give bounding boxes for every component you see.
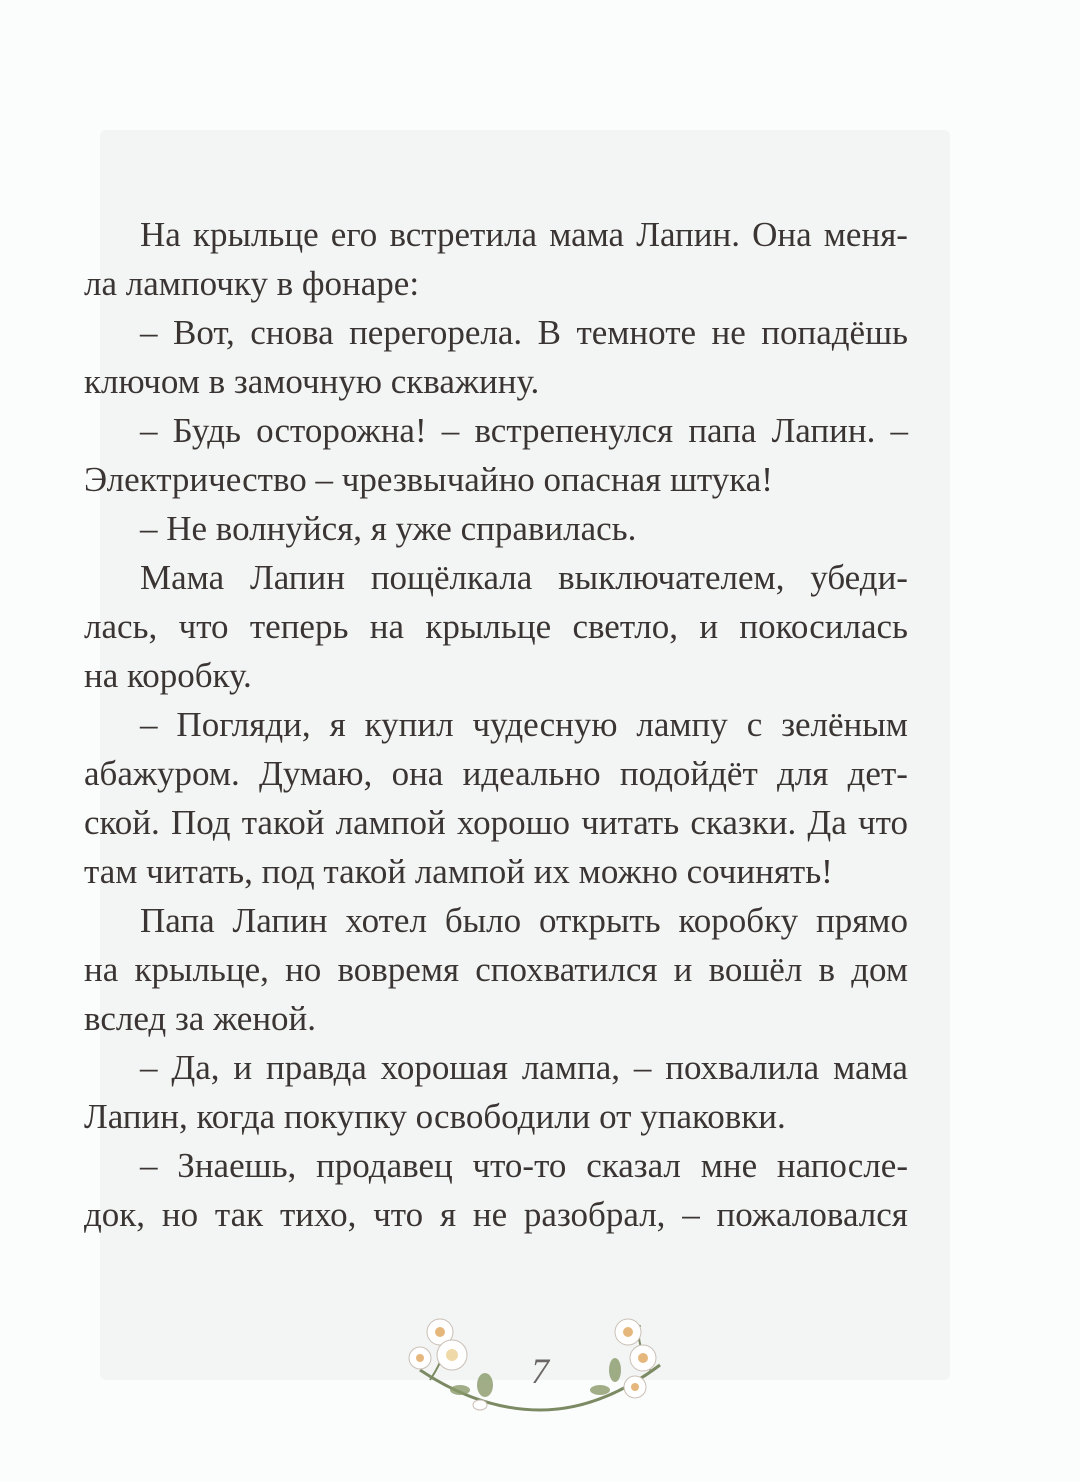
word: такой [241, 803, 325, 842]
word: продавец [316, 1146, 453, 1185]
word: перегорела. [349, 313, 523, 352]
word: что [178, 607, 229, 646]
text-line [84, 357, 908, 406]
word: разобрал, [523, 1195, 666, 1234]
word: на [369, 607, 405, 646]
text-line [84, 406, 908, 455]
word: но [285, 950, 322, 989]
word: не [472, 1195, 508, 1234]
word: вошёл [708, 950, 803, 989]
word: пожаловался [716, 1195, 908, 1234]
word: что [858, 803, 908, 842]
word: папа [688, 411, 757, 450]
word: на [84, 950, 119, 989]
text-line [84, 1092, 908, 1141]
word: и [699, 607, 719, 646]
word: меня- [823, 215, 908, 254]
word: идеально [462, 754, 601, 793]
text-line-content: Лапин, когда покупку освободили от упаковки. [84, 1097, 786, 1136]
word: мама [549, 215, 625, 254]
word: и [233, 1048, 253, 1087]
word: – [140, 313, 158, 352]
word: хотел [345, 901, 427, 940]
word: лампой [335, 803, 446, 842]
text-line [84, 553, 908, 602]
word: дет- [847, 754, 908, 793]
text-line [84, 994, 908, 1043]
word: лась, [84, 607, 158, 646]
word: убеди- [810, 558, 908, 597]
word: так [214, 1195, 264, 1234]
word: купил [364, 705, 454, 744]
word: тихо, [279, 1195, 357, 1234]
word: Лапин [249, 558, 345, 597]
page-footer [360, 1310, 720, 1420]
word: – [140, 411, 158, 450]
text-line [84, 945, 908, 994]
word: похвалила [665, 1048, 820, 1087]
word: Лапин. [636, 215, 740, 254]
word: мама [833, 1048, 908, 1087]
word: прямо [815, 901, 908, 940]
word: пощёлкала [370, 558, 533, 597]
word: чудесную [472, 705, 618, 744]
text-line [84, 651, 908, 700]
word: дом [851, 950, 908, 989]
word: Да, [171, 1048, 220, 1087]
word: сказки. [690, 803, 797, 842]
word: темноте [576, 313, 697, 352]
word: было [444, 901, 522, 940]
text-line [84, 504, 908, 553]
word: мне [700, 1146, 758, 1185]
word: зелёным [781, 705, 908, 744]
word: На [140, 215, 181, 254]
word: Вот, [172, 313, 235, 352]
text-line [84, 700, 908, 749]
text-line-content: Электричество – чрезвычайно опасная штука! [84, 460, 773, 499]
word: я [329, 705, 346, 744]
word: абажуром. [84, 754, 240, 793]
word: Она [752, 215, 812, 254]
text-line [84, 259, 908, 308]
word: крыльце, [134, 950, 269, 989]
text-line-content: – Не волнуйся, я уже справилась. [140, 509, 637, 548]
word: крыльце [425, 607, 552, 646]
page-body-text [84, 210, 908, 1239]
text-line [84, 896, 908, 945]
text-line-content: ключом в замочную скважину. [84, 362, 540, 401]
word: покосилась [739, 607, 908, 646]
word: лампу [636, 705, 728, 744]
word: – [633, 1048, 652, 1087]
word: – [140, 1048, 158, 1087]
word: Под [170, 803, 231, 842]
word: Лапин [232, 901, 328, 940]
word: спохватился [475, 950, 658, 989]
word: светло, [572, 607, 678, 646]
word: хорошая [380, 1048, 508, 1087]
word: снова [250, 313, 334, 352]
word: она [391, 754, 444, 793]
text-line [84, 455, 908, 504]
text-line [84, 1141, 908, 1190]
text-line [84, 210, 908, 259]
word: встрепенулся [474, 411, 674, 450]
word: сказал [586, 1146, 681, 1185]
word: подойдёт [619, 754, 758, 793]
word: с [746, 705, 763, 744]
word: Знаешь, [177, 1146, 297, 1185]
text-line-content: на коробку. [84, 656, 252, 695]
word: док, [84, 1195, 146, 1234]
word: в [818, 950, 836, 989]
word: Да [807, 803, 847, 842]
word: – [140, 1146, 158, 1185]
word: выключателем, [558, 558, 785, 597]
word: его [330, 215, 378, 254]
word: встретила [389, 215, 538, 254]
word: – [140, 705, 158, 744]
word: Лапин. [771, 411, 876, 450]
word: осторожна! [256, 411, 427, 450]
word: Будь [172, 411, 241, 450]
word: попадёшь [761, 313, 908, 352]
text-line [84, 602, 908, 651]
text-line [84, 308, 908, 357]
word: крыльце [192, 215, 319, 254]
word: В [537, 313, 561, 352]
word: коробку [678, 901, 799, 940]
word: Думаю, [259, 754, 373, 793]
word: что-то [472, 1146, 567, 1185]
text-line [84, 1043, 908, 1092]
word: хорошо [456, 803, 571, 842]
word: Папа [140, 901, 215, 940]
word: лампа, [521, 1048, 620, 1087]
word: вовремя [337, 950, 460, 989]
word: не [711, 313, 746, 352]
word: напосле- [776, 1146, 908, 1185]
word: ской. [84, 803, 160, 842]
text-line-content: ла лампочку в фонаре: [84, 264, 420, 303]
word: я [439, 1195, 457, 1234]
word: Погляди, [176, 705, 311, 744]
text-line-content: там читать, под такой лампой их можно сочинять! [84, 852, 833, 891]
word: теперь [249, 607, 349, 646]
word: читать [581, 803, 680, 842]
word: правда [266, 1048, 367, 1087]
text-line-content: вслед за женой. [84, 999, 317, 1038]
word: открыть [539, 901, 661, 940]
word: – [682, 1195, 700, 1234]
word: что [373, 1195, 424, 1234]
word: и [673, 950, 693, 989]
text-line [84, 847, 908, 896]
word: но [161, 1195, 199, 1234]
text-line [84, 749, 908, 798]
word: – [441, 411, 460, 450]
word: – [890, 411, 908, 450]
text-line [84, 798, 908, 847]
word: Мама [140, 558, 225, 597]
text-line [84, 1190, 908, 1239]
word: для [777, 754, 829, 793]
page-number: 7 [531, 1351, 549, 1391]
